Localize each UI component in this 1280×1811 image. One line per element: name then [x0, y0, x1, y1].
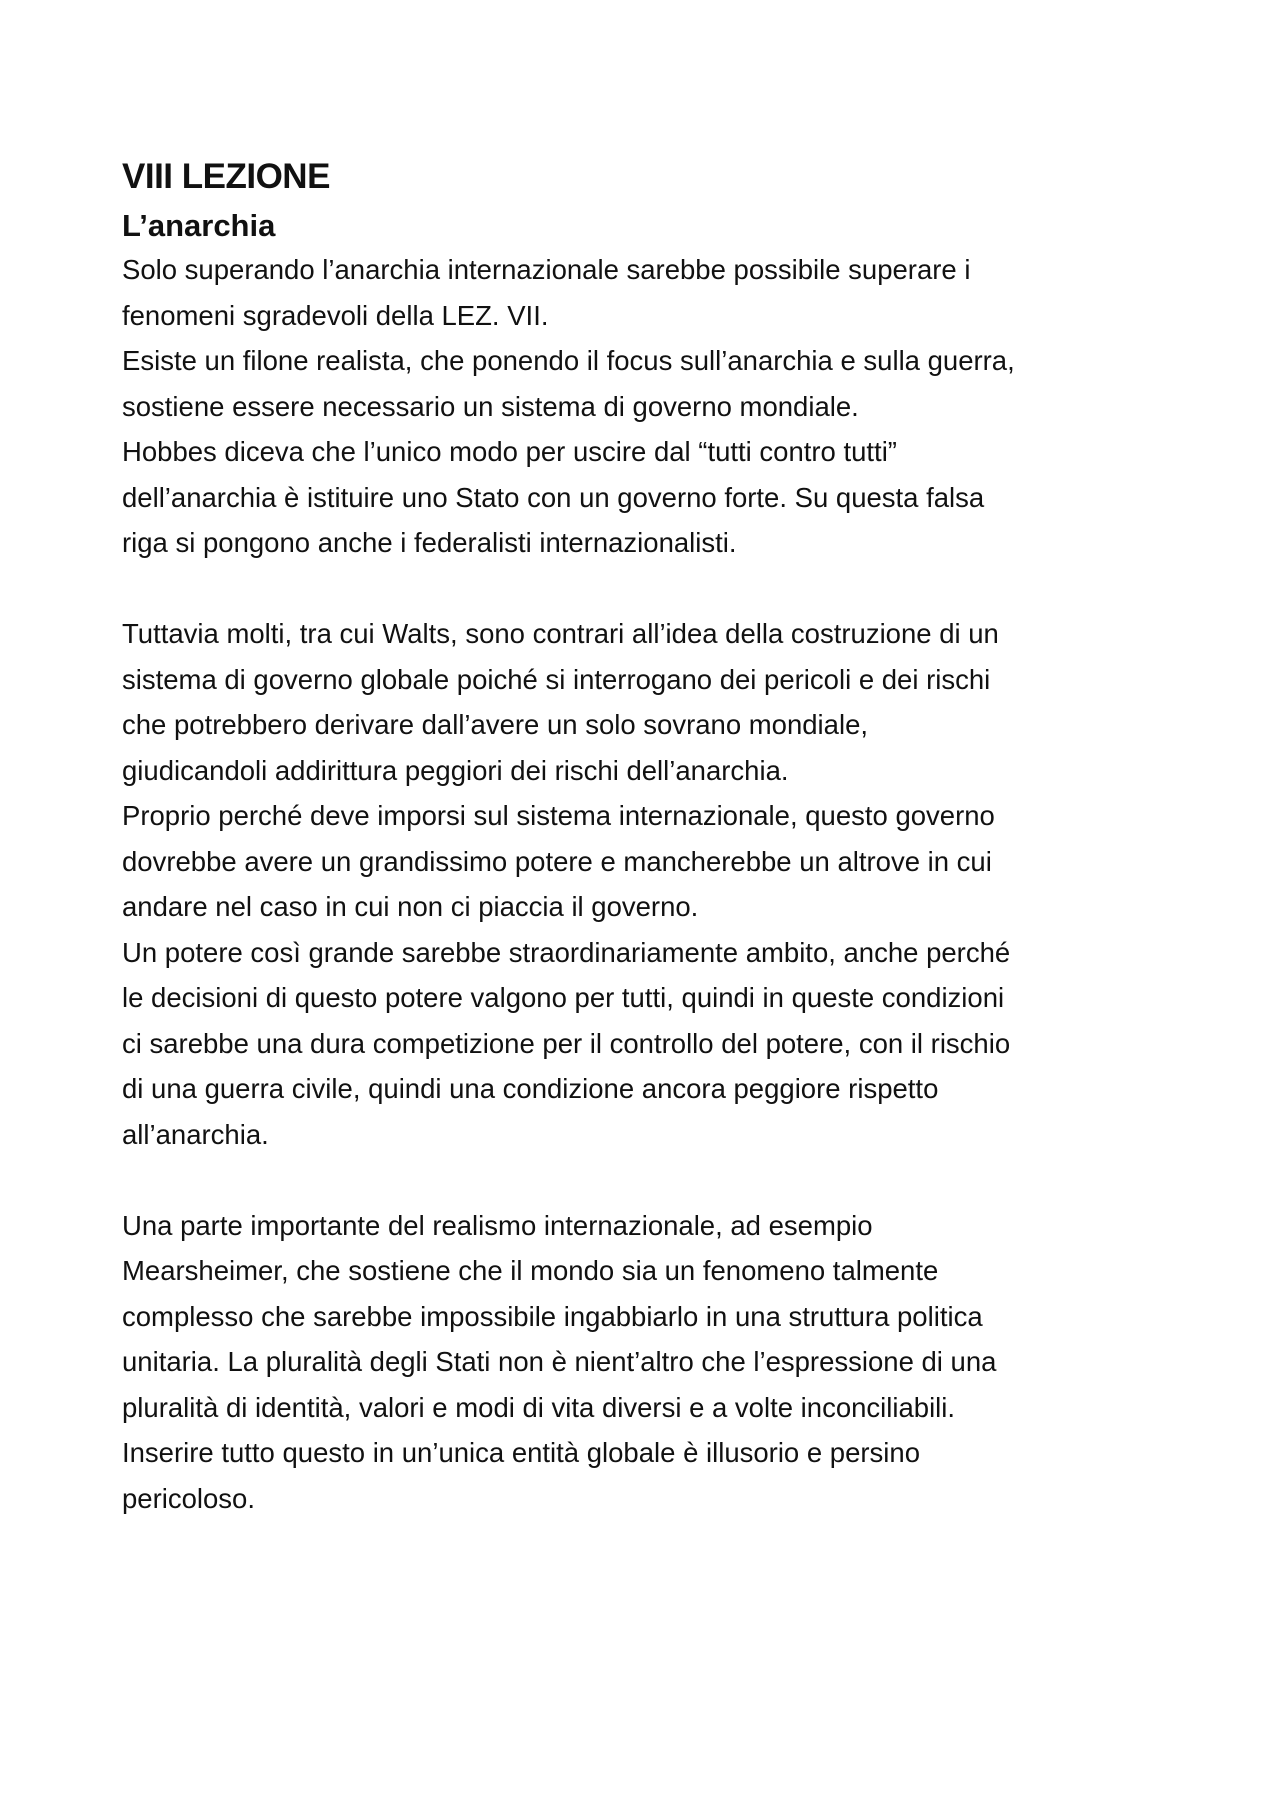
- paragraph-break: [122, 1157, 1172, 1203]
- text-line: andare nel caso in cui non ci piaccia il governo.: [122, 891, 699, 922]
- text-line: Una parte importante del realismo internazionale, ad esempio: [122, 1209, 873, 1241]
- text-line: Proprio perché deve imporsi sul sistema internazionale, questo governo: [122, 800, 995, 831]
- text-line: Inserire tutto questo in un’unica entità globale è illusorio e persino: [122, 1437, 920, 1468]
- text-line: Mearsheimer, che sostiene che il mondo sia un fenomeno talmente: [122, 1255, 939, 1286]
- text-line: sostiene essere necessario un sistema di governo mondiale.: [122, 390, 859, 422]
- text-line: Esiste un filone realista, che ponendo il focus sull’anarchia e sulla guerra,: [122, 345, 1015, 376]
- text-line: unitaria. La pluralità degli Stati non è nient’altro che l’espressione di una: [122, 1346, 997, 1377]
- text-line: complesso che sarebbe impossibile ingabbiarlo in una struttura politica: [122, 1300, 983, 1332]
- text-line: di una guerra civile, quindi una condizione ancora peggiore rispetto: [122, 1073, 939, 1104]
- text-line: pericoloso.: [122, 1482, 255, 1514]
- document-page: [122, 155, 1172, 1521]
- text-line: dell’anarchia è istituire uno Stato con un governo forte. Su questa falsa: [122, 481, 985, 513]
- text-line: ci sarebbe una dura competizione per il controllo del potere, con il rischio: [122, 1027, 1011, 1059]
- text-line: sistema di governo globale poiché si interrogano dei pericoli e dei rischi: [122, 663, 991, 695]
- text-line: fenomeni sgradevoli della LEZ. VII.: [122, 299, 549, 331]
- document-body: [122, 247, 1172, 1521]
- text-line: pluralità di identità, valori e modi di vita diversi e a volte inconciliabili.: [122, 1391, 956, 1423]
- text-line: Tuttavia molti, tra cui Walts, sono contrari all’idea della costruzione di un: [122, 618, 999, 649]
- section-heading: L’anarchia: [122, 208, 276, 243]
- text-line: che potrebbero derivare dall’avere un solo sovrano mondiale,: [122, 709, 869, 740]
- text-line: Un potere così grande sarebbe straordinariamente ambito, anche perché: [122, 936, 1011, 968]
- text-line: le decisioni di questo potere valgono per tutti, quindi in queste condizioni: [122, 982, 1005, 1013]
- text-line: giudicandoli addirittura peggiori dei rischi dell’anarchia.: [122, 754, 789, 786]
- text-line: all’anarchia.: [122, 1118, 269, 1150]
- text-line: riga si pongono anche i federalisti internazionalisti.: [122, 527, 737, 558]
- text-line: Hobbes diceva che l’unico modo per uscire dal “tutti contro tutti”: [122, 436, 897, 467]
- document-title: VIII LEZIONE: [122, 157, 330, 196]
- paragraph-break: [122, 566, 1172, 612]
- text-line: Solo superando l’anarchia internazionale sarebbe possibile superare i: [122, 254, 971, 285]
- text-line: dovrebbe avere un grandissimo potere e mancherebbe un altrove in cui: [122, 845, 992, 877]
